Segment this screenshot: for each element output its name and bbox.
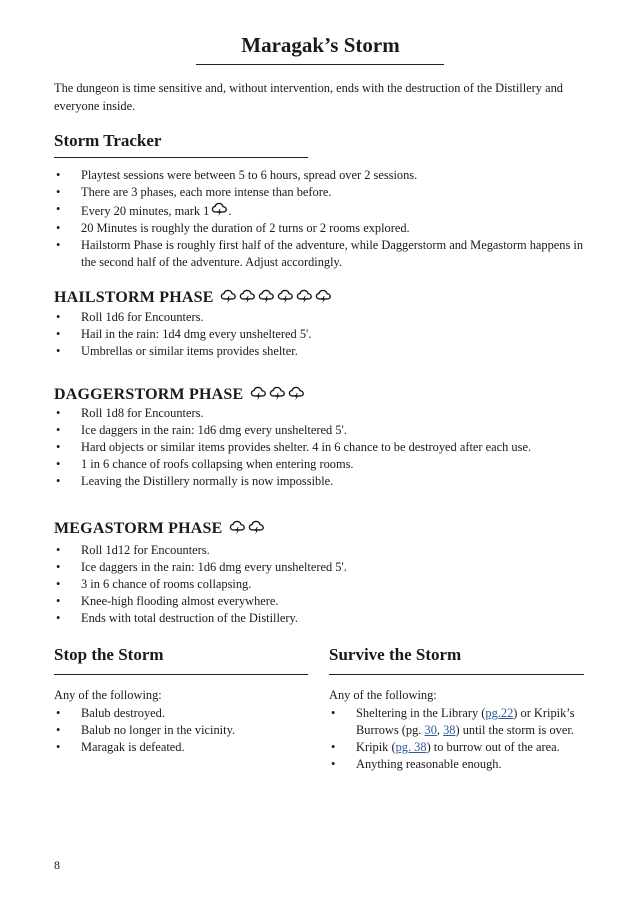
storm-cloud-icon (269, 385, 286, 402)
list-item: • Ice daggers in the rain: 1d6 dmg every unsheltered 5'. (54, 559, 584, 576)
storm-tracker-rule (54, 157, 308, 158)
stop-storm-heading: Stop the Storm (54, 645, 164, 664)
megastorm-storm-icons (227, 520, 265, 537)
list-item: • Maragak is defeated. (54, 739, 304, 756)
storm-cloud-icon (258, 288, 275, 305)
list-item: • Ends with total destruction of the Distillery. (54, 610, 584, 627)
daggerstorm-list (54, 405, 584, 490)
intro-paragraph: The dungeon is time sensitive and, without intervention, ends with the destruction of the Distillery and everyone inside. (54, 81, 563, 113)
list-item: • Knee-high flooding almost everywhere. (54, 593, 584, 610)
storm-cloud-icon (229, 519, 246, 536)
survive-storm-heading: Survive the Storm (329, 645, 462, 664)
title-underline (196, 64, 444, 65)
megastorm-heading: MEGASTORM PHASE (54, 519, 265, 538)
storm-cloud-icon (315, 288, 332, 305)
survive-storm-rule (329, 674, 584, 675)
page-title: Maragak’s Storm (241, 33, 400, 57)
list-item: • Roll 1d6 for Encounters. (54, 309, 584, 326)
page-38-link[interactable]: 38 (443, 723, 456, 737)
list-item: • Roll 1d12 for Encounters. (54, 542, 584, 559)
storm-cloud-icon (220, 288, 237, 305)
hailstorm-heading: HAILSTORM PHASE (54, 288, 332, 307)
storm-cloud-icon (288, 385, 305, 402)
list-item: • Hailstorm Phase is roughly first half of the adventure, while Daggerstorm and Megastorm happens in the second half of the adventure. Adjust accordingly. (54, 237, 584, 271)
daggerstorm-storm-icons (248, 386, 305, 403)
megastorm-list (54, 542, 584, 627)
list-item: • Kripik (pg. 38) to burrow out of the area. (329, 739, 587, 756)
storm-cloud-icon (277, 288, 294, 305)
list-item: • 1 in 6 chance of roofs collapsing when entering rooms. (54, 456, 584, 473)
list-item: • Every 20 minutes, mark 1 . (54, 201, 584, 220)
list-item: • Ice daggers in the rain: 1d6 dmg every unsheltered 5'. (54, 422, 584, 439)
hailstorm-storm-icons (218, 289, 332, 306)
page-30-link[interactable]: 30 (424, 723, 437, 737)
stop-storm-list (54, 705, 304, 756)
stop-storm-lead: Any of the following: (54, 688, 162, 702)
list-item: • Hard objects or similar items provides shelter. 4 in 6 chance to be destroyed after each use. (54, 439, 584, 456)
list-item: • Hail in the rain: 1d4 dmg every unsheltered 5'. (54, 326, 584, 343)
list-item: • Sheltering in the Library (pg.22) or Kripik’s Burrows (pg. 30, 38) until the storm is over. (329, 705, 587, 739)
list-item: • There are 3 phases, each more intense than before. (54, 184, 584, 201)
list-item: • Roll 1d8 for Encounters. (54, 405, 584, 422)
list-item: • Umbrellas or similar items provides shelter. (54, 343, 584, 360)
storm-cloud-icon (296, 288, 313, 305)
storm-cloud-icon (239, 288, 256, 305)
list-item: • Leaving the Distillery normally is now impossible. (54, 473, 584, 490)
storm-cloud-icon (248, 519, 265, 536)
list-item: • 3 in 6 chance of rooms collapsing. (54, 576, 584, 593)
kripik-page-38-link[interactable]: pg. 38 (395, 740, 427, 754)
page-number: 8 (54, 858, 60, 872)
survive-storm-list (329, 705, 587, 773)
list-item: • Anything reasonable enough. (329, 756, 587, 773)
storm-tracker-heading: Storm Tracker (54, 131, 162, 150)
daggerstorm-heading: DAGGERSTORM PHASE (54, 385, 305, 404)
page-22-link[interactable]: pg.22 (485, 706, 514, 720)
survive-storm-lead: Any of the following: (329, 688, 437, 702)
list-item: • 20 Minutes is roughly the duration of 2 turns or 2 rooms explored. (54, 220, 584, 237)
list-item: • Balub destroyed. (54, 705, 304, 722)
list-item: • Balub no longer in the vicinity. (54, 722, 304, 739)
storm-tracker-list (54, 167, 584, 271)
stop-storm-rule (54, 674, 308, 675)
storm-cloud-icon (211, 201, 228, 218)
list-item: • Playtest sessions were between 5 to 6 hours, spread over 2 sessions. (54, 167, 584, 184)
hailstorm-list (54, 309, 584, 360)
storm-cloud-icon (250, 385, 267, 402)
